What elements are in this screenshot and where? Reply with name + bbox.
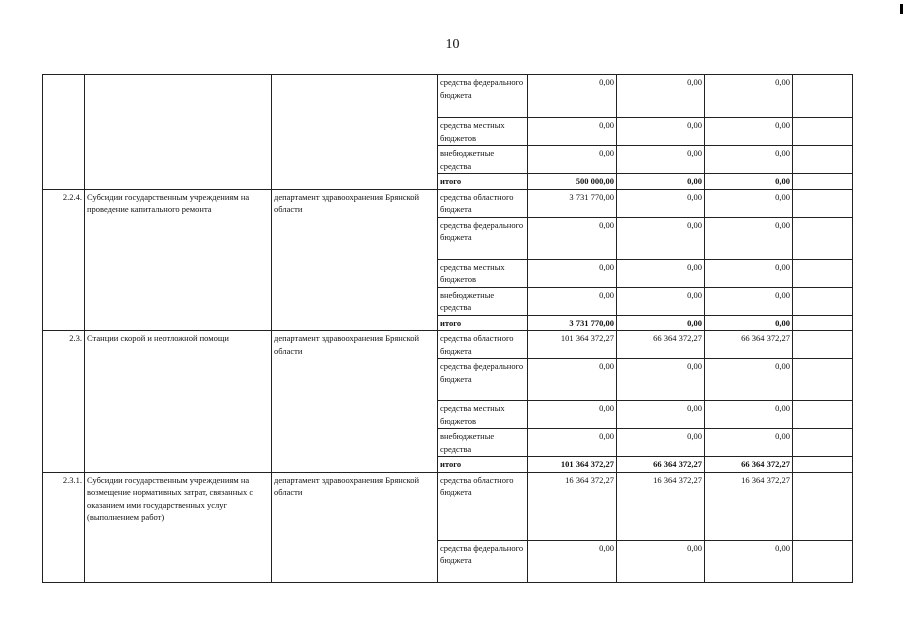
amount-cell: 0,00 [617,75,705,118]
table-row [43,472,853,540]
funding-source: средства федерального бюджета [438,540,528,582]
amount-cell: 0,00 [705,287,793,315]
item-executor [272,75,438,190]
amount-cell: 16 364 372,27 [528,472,617,540]
amount-cell: 66 364 372,27 [705,331,793,359]
amount-cell: 0,00 [528,217,617,259]
amount-cell: 0,00 [617,174,705,190]
table-row [43,75,853,118]
empty-cell [793,146,853,174]
empty-cell [793,118,853,146]
amount-cell: 16 364 372,27 [617,472,705,540]
amount-cell: 0,00 [617,259,705,287]
amount-cell: 0,00 [528,287,617,315]
amount-cell: 0,00 [528,75,617,118]
item-code: 2.2.4. [43,189,85,331]
amount-cell: 0,00 [617,315,705,331]
amount-cell: 0,00 [617,429,705,457]
amount-cell: 0,00 [528,359,617,401]
amount-cell: 101 364 372,27 [528,331,617,359]
empty-cell [793,540,853,582]
amount-cell: 3 731 770,00 [528,189,617,217]
empty-cell [793,75,853,118]
funding-source: итого [438,174,528,190]
item-name: Субсидии государственным учреждениям на проведение капитального ремонта [85,189,272,331]
funding-source: средства областного бюджета [438,331,528,359]
amount-cell: 0,00 [528,401,617,429]
funding-source: средства местных бюджетов [438,118,528,146]
table-row [43,331,853,359]
empty-cell [793,331,853,359]
amount-cell: 0,00 [528,118,617,146]
empty-cell [793,457,853,473]
page-number: 10 [445,37,460,52]
item-code [43,75,85,190]
empty-cell [793,359,853,401]
amount-cell: 3 731 770,00 [528,315,617,331]
funding-source: средства местных бюджетов [438,401,528,429]
amount-cell: 0,00 [617,189,705,217]
amount-cell: 0,00 [705,189,793,217]
amount-cell: 0,00 [705,540,793,582]
amount-cell: 0,00 [617,146,705,174]
amount-cell: 0,00 [705,75,793,118]
budget-table [42,74,853,583]
item-executor: департамент здравоохранения Брянской области [272,189,438,331]
funding-source: средства федерального бюджета [438,217,528,259]
amount-cell: 0,00 [705,217,793,259]
amount-cell: 66 364 372,27 [617,331,705,359]
amount-cell: 0,00 [617,359,705,401]
empty-cell [793,259,853,287]
funding-source: внебюджетные средства [438,287,528,315]
empty-cell [793,472,853,540]
empty-cell [793,217,853,259]
funding-source: итого [438,315,528,331]
item-executor: департамент здравоохранения Брянской области [272,472,438,582]
item-code: 2.3. [43,331,85,473]
amount-cell: 0,00 [705,401,793,429]
table-row [43,189,853,217]
amount-cell: 0,00 [705,359,793,401]
empty-cell [793,429,853,457]
empty-cell [793,174,853,190]
item-name: Станции скорой и неотложной помощи [85,331,272,473]
funding-source: внебюджетные средства [438,146,528,174]
item-executor: департамент здравоохранения Брянской области [272,331,438,473]
amount-cell: 0,00 [617,287,705,315]
amount-cell: 66 364 372,27 [617,457,705,473]
empty-cell [793,287,853,315]
amount-cell: 0,00 [528,429,617,457]
amount-cell: 101 364 372,27 [528,457,617,473]
amount-cell: 500 000,00 [528,174,617,190]
amount-cell: 0,00 [617,217,705,259]
amount-cell: 0,00 [528,146,617,174]
empty-cell [793,315,853,331]
funding-source: средства федерального бюджета [438,359,528,401]
empty-cell [793,401,853,429]
edge-mark [900,4,903,14]
item-name: Субсидии государственным учреждениям на возмещение нормативных затрат, связанных с оказанием ими государственных услуг (выполнением работ) [85,472,272,582]
item-code: 2.3.1. [43,472,85,582]
item-name [85,75,272,190]
amount-cell: 0,00 [528,540,617,582]
funding-source: средства федерального бюджета [438,75,528,118]
funding-source: внебюджетные средства [438,429,528,457]
amount-cell: 0,00 [705,146,793,174]
amount-cell: 0,00 [617,540,705,582]
funding-source: средства областного бюджета [438,472,528,540]
amount-cell: 0,00 [705,429,793,457]
amount-cell: 0,00 [617,401,705,429]
amount-cell: 0,00 [705,174,793,190]
amount-cell: 0,00 [705,315,793,331]
amount-cell: 66 364 372,27 [705,457,793,473]
amount-cell: 0,00 [705,259,793,287]
funding-source: средства областного бюджета [438,189,528,217]
amount-cell: 0,00 [528,259,617,287]
amount-cell: 0,00 [617,118,705,146]
funding-source: итого [438,457,528,473]
amount-cell: 0,00 [705,118,793,146]
empty-cell [793,189,853,217]
funding-source: средства местных бюджетов [438,259,528,287]
amount-cell: 16 364 372,27 [705,472,793,540]
